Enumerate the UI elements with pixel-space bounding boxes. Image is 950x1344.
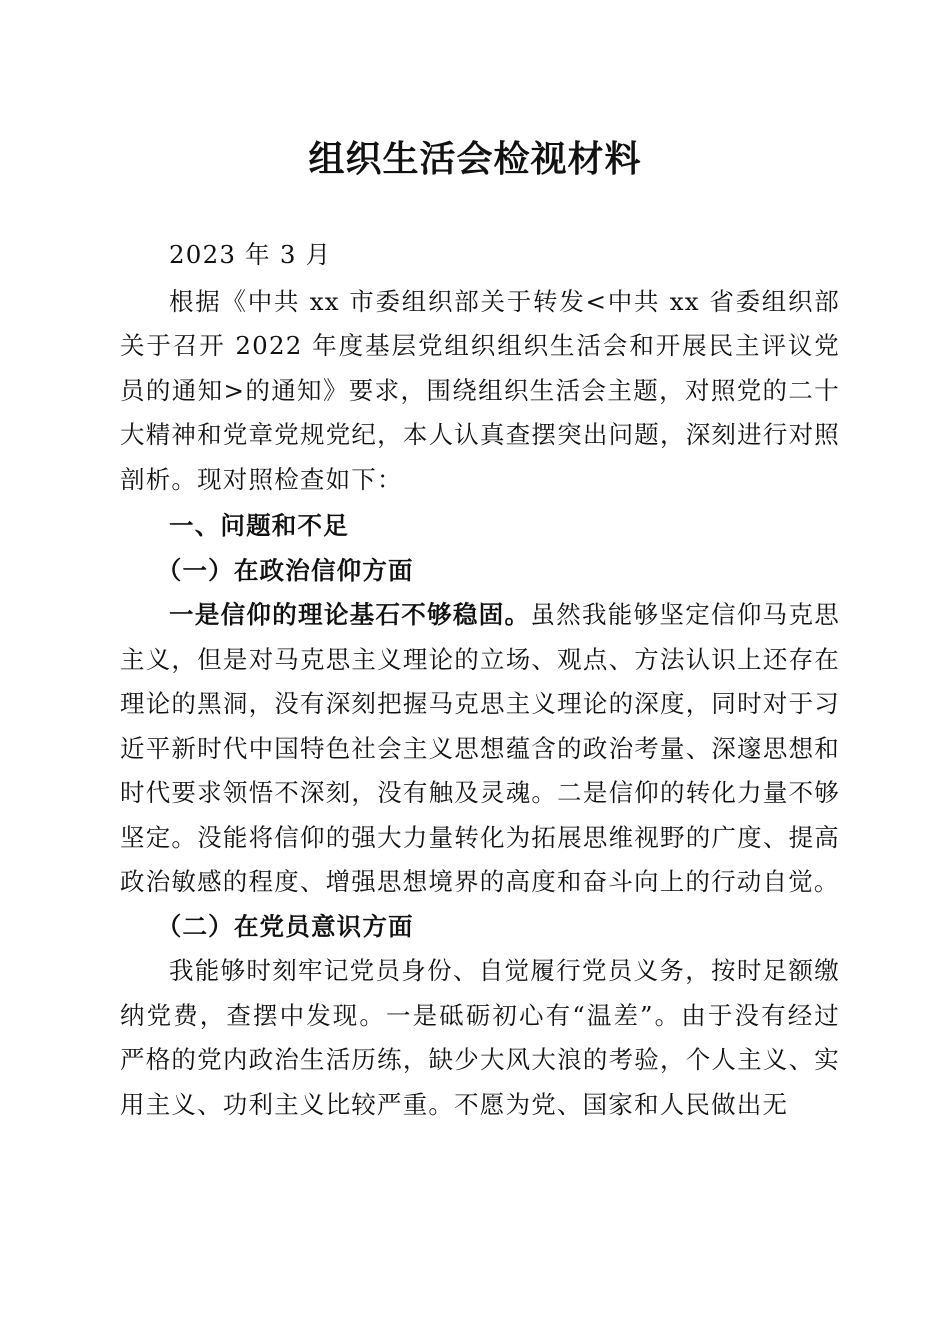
paragraph-text: 虽然我能够坚定信仰马克思主义，但是对马克思主义理论的立场、观点、方法认识上还存在理论的黑洞，没有深刻把握马克思主义理论的深度，同时对于习近平新时代中国特色社会主义思想蕴含的政治考量、深邃思想和时代要求领悟不深刻，没有触及灵魂。二是信仰的转化力量不够坚定。没能将信仰的强大力量转化为拓展思维视野的广度、提高政治敏感的程度、增强思想境界的高度和奋斗向上的行动自觉。 — [120, 600, 840, 896]
intro-paragraph: 根据《中共 xx 市委组织部关于转发<中共 xx 省委组织部关于召开 2022 年度基层党组织组织生活会和开展民主评议党员的通知>的通知》要求，围绕组织生活会主题，对照党的二十大精神和党章党规党纪，本人认真查摆突出问题，深刻进行对照剖析。现对照检查如下： — [120, 286, 840, 494]
document-title: 组织生活会检视材料 — [308, 138, 642, 180]
subsection-heading-political-belief: （一）在政治信仰方面 — [156, 555, 414, 585]
document-date: 2023 年 3 月 — [169, 240, 332, 269]
paragraph-party-awareness: 我能够时刻牢记党员身份、自觉履行党员义务，按时足额缴纳党费，查摆中发现。一是砥砺初心有“温差”。由于没有经过严格的党内政治生活历练，缺少大风大浪的考验，个人主义、实用主义、功利主义比较严重。不愿为党、国家和人民做出无 — [120, 956, 840, 1119]
paragraph-political-belief — [120, 593, 840, 905]
document-body — [120, 233, 840, 1127]
lead-sentence: 一是信仰的理论基石不够稳固。 — [169, 600, 531, 629]
section-heading-problems: 一、问题和不足 — [169, 511, 349, 540]
subsection-heading-party-awareness: （二）在党员意识方面 — [156, 911, 414, 941]
